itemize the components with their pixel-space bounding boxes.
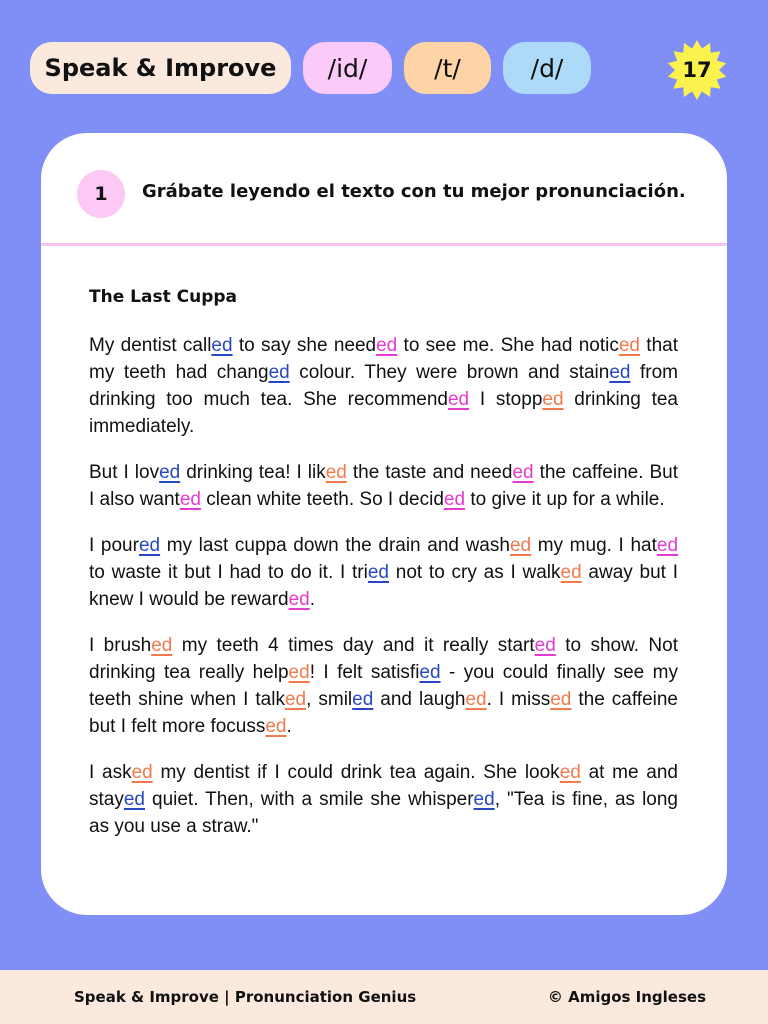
ed-ending-t: ed (509, 535, 532, 556)
ed-ending-t: ed (618, 335, 640, 356)
text-segment: . I miss (486, 689, 551, 710)
ed-ending-t: ed (542, 389, 564, 410)
text-paragraph (89, 459, 678, 513)
ed-ending-d: ed (609, 362, 631, 383)
text-segment: from drinking too much tea. She recommend (89, 362, 679, 410)
ed-ending-t: ed (560, 562, 582, 583)
tag-id-pill: /id/ (303, 42, 392, 94)
text-paragraph (89, 759, 678, 840)
page-number: 17 (682, 58, 712, 82)
ed-ending-d: ed (352, 689, 374, 710)
ed-ending-id: ed (288, 589, 310, 610)
ed-ending-d: ed (268, 362, 290, 383)
reading-text (89, 332, 678, 859)
text-segment: at me and stay (89, 762, 678, 810)
ed-ending-t: ed (265, 716, 287, 737)
text-segment: to waste it but I had to do it. I tri (89, 562, 368, 583)
ed-ending-t: ed (465, 689, 487, 710)
tag-d-pill: /d/ (503, 42, 591, 94)
instruction-text: Grábate leyendo el texto con tu mejor pronunciación. (142, 181, 686, 202)
text-segment: drinking tea immediately. (89, 389, 678, 437)
text-segment: not to cry as I walk (389, 562, 561, 583)
brand-pill: Speak & Improve (30, 42, 291, 94)
divider (41, 243, 727, 246)
text-paragraph (89, 632, 678, 740)
ed-ending-d: ed (159, 462, 181, 483)
ed-ending-d: ed (473, 789, 495, 810)
ed-ending-d: ed (419, 662, 441, 683)
ed-ending-id: ed (179, 489, 201, 510)
ed-ending-t: ed (288, 662, 310, 683)
text-segment: away but I knew I would be reward (89, 562, 678, 610)
text-segment: the caffeine but I felt more focuss (89, 689, 678, 737)
text-segment: my teeth 4 times day and it really start (172, 635, 535, 656)
ed-ending-d: ed (138, 535, 161, 556)
text-segment: . (309, 589, 316, 610)
text-segment: that my teeth had chang (89, 335, 678, 383)
text-paragraph (89, 332, 678, 440)
text-segment: . (286, 716, 292, 737)
text-segment: my dentist if I could drink tea again. She look (152, 762, 560, 783)
ed-ending-t: ed (325, 462, 347, 483)
step-number: 1 (77, 170, 125, 218)
text-segment: clean white teeth. So I decid (200, 489, 444, 510)
text-segment: , smil (306, 689, 353, 710)
page-number-badge (665, 40, 729, 100)
text-segment: the caffeine. But I also want (89, 462, 678, 510)
text-segment: ! I felt satisfi (309, 662, 420, 683)
ed-ending-t: ed (151, 635, 173, 656)
text-segment: to give it up for a while. (465, 489, 665, 510)
ed-ending-id: ed (512, 462, 534, 483)
text-segment: , "Tea is fine, as long as you use a straw." (89, 789, 678, 837)
footer (0, 970, 768, 1024)
ed-ending-t: ed (559, 762, 581, 783)
text-segment: to say she need (232, 335, 377, 356)
tag-t-pill: /t/ (404, 42, 491, 94)
text-segment: quiet. Then, with a smile she whisper (145, 789, 474, 810)
text-segment: - you could finally see my teeth shine when I talk (89, 662, 678, 710)
ed-ending-t: ed (550, 689, 572, 710)
ed-ending-id: ed (443, 489, 466, 510)
text-segment: I stopp (469, 389, 543, 410)
ed-ending-t: ed (284, 689, 307, 710)
footer-copyright: © Amigos Ingleses (547, 988, 706, 1006)
ed-ending-d: ed (211, 335, 233, 356)
text-segment: my mug. I hat (531, 535, 657, 556)
text-segment: I pour (89, 535, 139, 556)
text-segment: drinking tea! I lik (180, 462, 326, 483)
ed-ending-d: ed (123, 789, 145, 810)
ed-ending-t: ed (131, 762, 153, 783)
ed-ending-id: ed (447, 389, 470, 410)
ed-ending-id: ed (376, 335, 398, 356)
ed-ending-id: ed (534, 635, 556, 656)
exercise-card (41, 133, 727, 915)
text-segment: my last cuppa down the drain and wash (160, 535, 510, 556)
text-segment: But I lov (89, 462, 160, 483)
footer-credit: Speak & Improve | Pronunciation Genius (74, 988, 417, 1006)
text-segment: to see me. She had notic (397, 335, 619, 356)
text-segment: the taste and need (346, 462, 513, 483)
text-segment: I brush (89, 635, 152, 656)
text-title: The Last Cuppa (89, 287, 238, 307)
text-segment: colour. They were brown and stain (289, 362, 610, 383)
ed-ending-d: ed (367, 562, 389, 583)
text-segment: to show. Not drinking tea really help (89, 635, 679, 683)
text-segment: and laugh (373, 689, 466, 710)
text-segment: My dentist call (89, 335, 212, 356)
ed-ending-id: ed (656, 535, 679, 556)
text-paragraph (89, 532, 678, 613)
text-segment: I ask (89, 762, 132, 783)
